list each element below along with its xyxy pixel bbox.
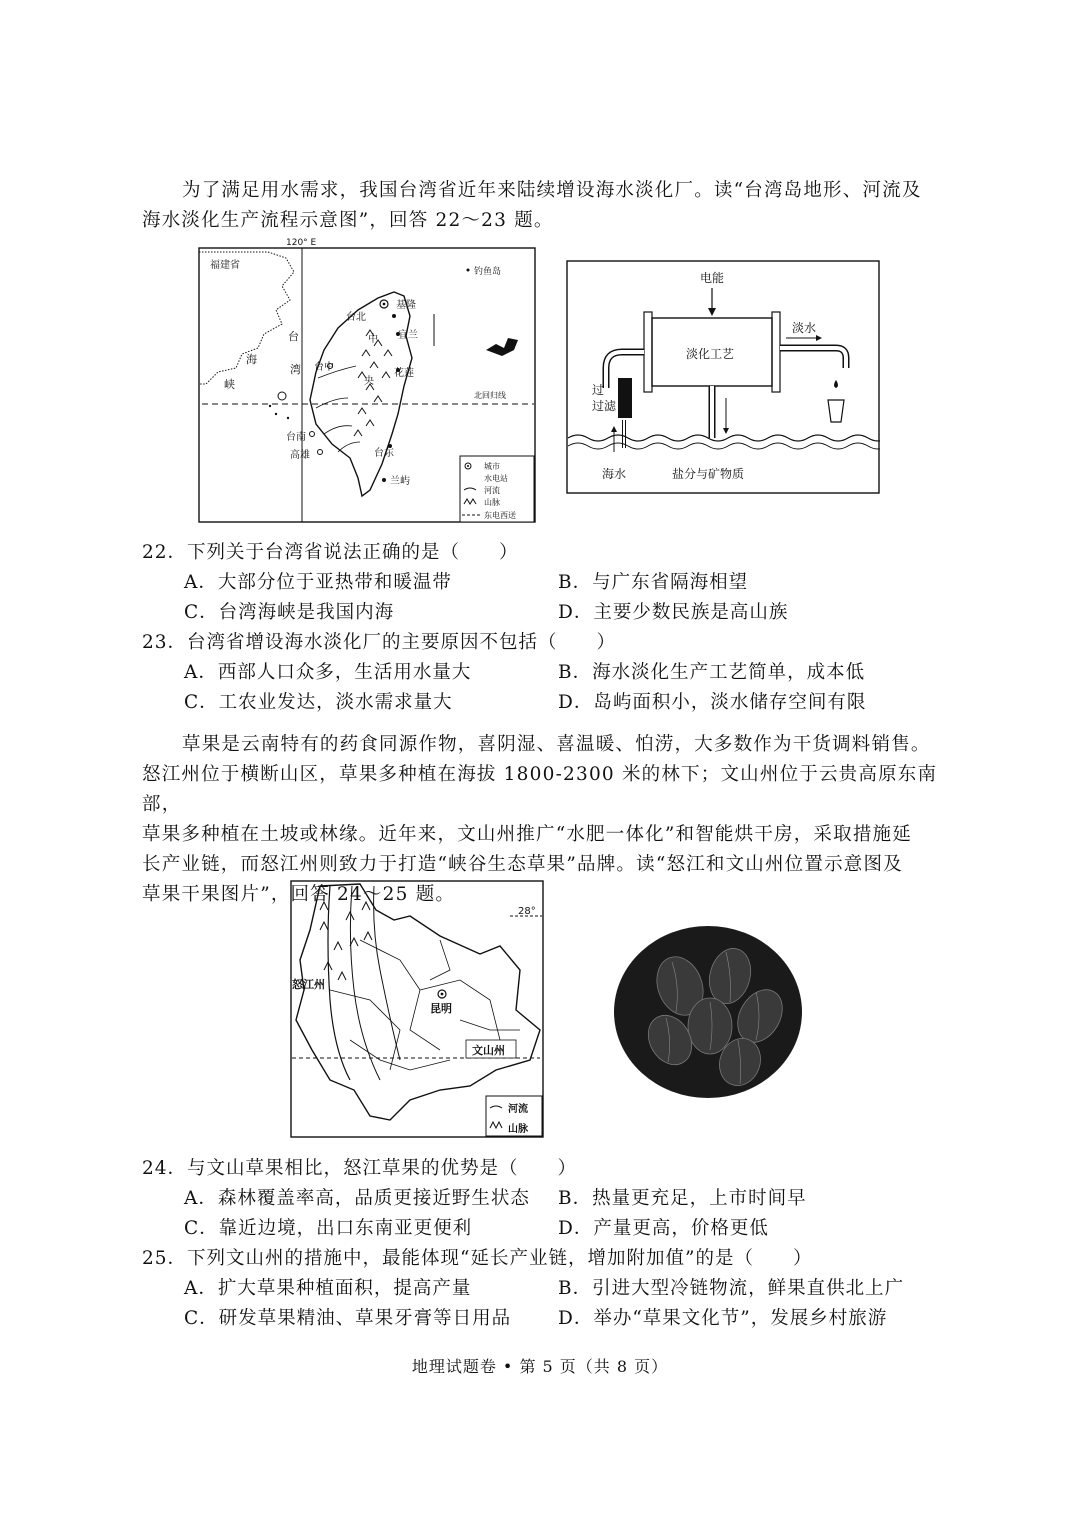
legend-river: 河流 [484, 486, 500, 495]
lon-label: 120° E [286, 238, 317, 248]
city-yilan: 宜兰 [398, 330, 418, 341]
lat-label: 28° [518, 906, 536, 917]
intro2-line5: 草果干果图片”，回答 24～25 题。 [142, 884, 456, 905]
intro1-line2: 海水淡化生产流程示意图”，回答 22～23 题。 [142, 210, 554, 231]
legend-mountain-2: 山脉 [508, 1124, 528, 1135]
q24-option-d[interactable]: D．产量更高，价格更低 [558, 1218, 769, 1239]
city-taipei: 台北 [346, 312, 366, 323]
question-22-stem: 22．下列关于台湾省说法正确的是（ ） [142, 542, 519, 563]
strait-char-1: 台 [288, 330, 299, 343]
q23-option-c[interactable]: C．工农业发达，淡水需求量大 [184, 692, 453, 713]
city-taitung: 台东 [374, 448, 394, 459]
strait-char-4: 峡 [224, 378, 235, 391]
wenshan-label: 文山州 [472, 1044, 505, 1057]
diaoyu-dot [467, 269, 470, 272]
filter-block [618, 378, 632, 418]
water-cup [828, 400, 844, 422]
city-keelung: 基隆 [396, 300, 416, 311]
q25-option-a[interactable]: A．扩大草果种植面积，提高产量 [184, 1278, 472, 1299]
nujiang-label: 怒江州 [292, 978, 325, 991]
strait-char-2: 湾 [290, 363, 301, 376]
legend-mountain: 山脉 [484, 498, 500, 507]
tech-label: 淡化工艺 [686, 347, 735, 361]
intro-paragraph-1 [142, 176, 942, 236]
ryukyu-islands [486, 338, 518, 356]
intro2-line2: 怒江州位于横断山区，草果多种植在海拔 1800-2300 米的林下；文山州位于云贵高原东南部， [142, 764, 938, 815]
legend-hydro: 水电站 [484, 474, 508, 483]
diaoyu-label: 钓鱼岛 [474, 267, 502, 277]
filter-label-1: 过 [592, 383, 605, 397]
fujian-label [210, 258, 240, 271]
sea-label: 海水 [602, 467, 627, 481]
city-tainan: 台南 [286, 432, 306, 443]
taiwan-map [198, 238, 538, 524]
q25-option-b[interactable]: B．引进大型冷链物流，鲜果直供北上广 [558, 1278, 905, 1299]
city-lanyu: 兰屿 [390, 476, 410, 487]
q25-option-c[interactable]: C．研发草果精油、草果牙膏等日用品 [184, 1308, 512, 1329]
range-char-1: 中 [368, 334, 378, 345]
q22-option-b[interactable]: B．与广东省隔海相望 [558, 572, 749, 593]
map1-legend [460, 456, 534, 522]
yunnan-map [290, 880, 546, 1140]
strait-char-3: 海 [246, 353, 257, 366]
intro2-line3: 草果多种植在土坡或林缘。近年来，文山州推广“水肥一体化”和智能烘干房，采取措施延 [142, 824, 912, 845]
hengduan-mountains [320, 886, 400, 1080]
legend-river-2: 河流 [508, 1104, 528, 1115]
salt-label: 盐分与矿物质 [672, 467, 745, 481]
svg-text:福建省: 福建省 [210, 260, 240, 271]
map2-legend [486, 1096, 542, 1136]
question-23-stem: 23．台湾省增设海水淡化厂的主要原因不包括（ ） [142, 632, 617, 653]
intro2-line4: 长产业链，而怒江州则致力于打造“峡谷生态草果”品牌。读“怒江和文山州位置示意图及 [142, 854, 903, 875]
q22-option-a[interactable]: A．大部分位于亚热带和暖温带 [184, 572, 452, 593]
tropic-label: 北回归线 [474, 391, 506, 400]
q24-option-b[interactable]: B．热量更充足，上市时间早 [558, 1188, 807, 1209]
q24-option-a[interactable]: A．森林覆盖率高，品质更接近野生状态 [184, 1188, 530, 1209]
power-label: 电能 [700, 271, 725, 285]
rivers [316, 366, 360, 452]
intro1-line1: 为了满足用水需求，我国台湾省近年来陆续增设海水淡化厂。读“台湾岛地形、河流及 [182, 180, 922, 201]
q23-option-d[interactable]: D．岛屿面积小，淡水储存空间有限 [558, 692, 867, 713]
yunnan-outline [296, 884, 540, 1120]
legend-transmission: 东电西送 [484, 511, 516, 520]
page-footer: 地理试题卷 • 第 5 页（共 8 页） [411, 1357, 669, 1376]
kunming-label: 昆明 [430, 1002, 452, 1015]
q22-option-c[interactable]: C．台湾海峡是我国内海 [184, 602, 395, 623]
question-24-stem: 24．与文山草果相比，怒江草果的优势是（ ） [142, 1158, 578, 1179]
filter-label-2: 过滤 [592, 399, 617, 413]
q23-option-a[interactable]: A．西部人口众多，生活用水量大 [184, 662, 472, 683]
penghu-islands [269, 392, 289, 419]
desalination-diagram [566, 260, 880, 494]
q25-option-d[interactable]: D．举办“草果文化节”，发展乡村旅游 [558, 1308, 888, 1329]
sea-waves [568, 435, 880, 441]
intro2-line1: 草果是云南特有的药食同源作物，喜阴湿、喜温暖、怕涝，大多数作为干货调料销售。 [182, 734, 931, 755]
q23-option-b[interactable]: B．海水淡化生产工艺简单，成本低 [558, 662, 866, 683]
range-char-2: 央 [364, 376, 374, 387]
city-kaohsiung: 高雄 [290, 450, 310, 461]
caoguo-photo [610, 916, 806, 1104]
question-25-stem: 25．下列文山州的措施中，最能体现“延长产业链，增加附加值”的是（ ） [142, 1248, 813, 1269]
city-taichung: 台中 [314, 362, 334, 373]
q24-option-c[interactable]: C．靠近边境，出口东南亚更便利 [184, 1218, 473, 1239]
legend-city: 城市 [484, 462, 500, 471]
q22-option-d[interactable]: D．主要少数民族是高山族 [558, 602, 789, 623]
fresh-label: 淡水 [792, 321, 817, 335]
city-hualien: 花莲 [394, 368, 414, 379]
